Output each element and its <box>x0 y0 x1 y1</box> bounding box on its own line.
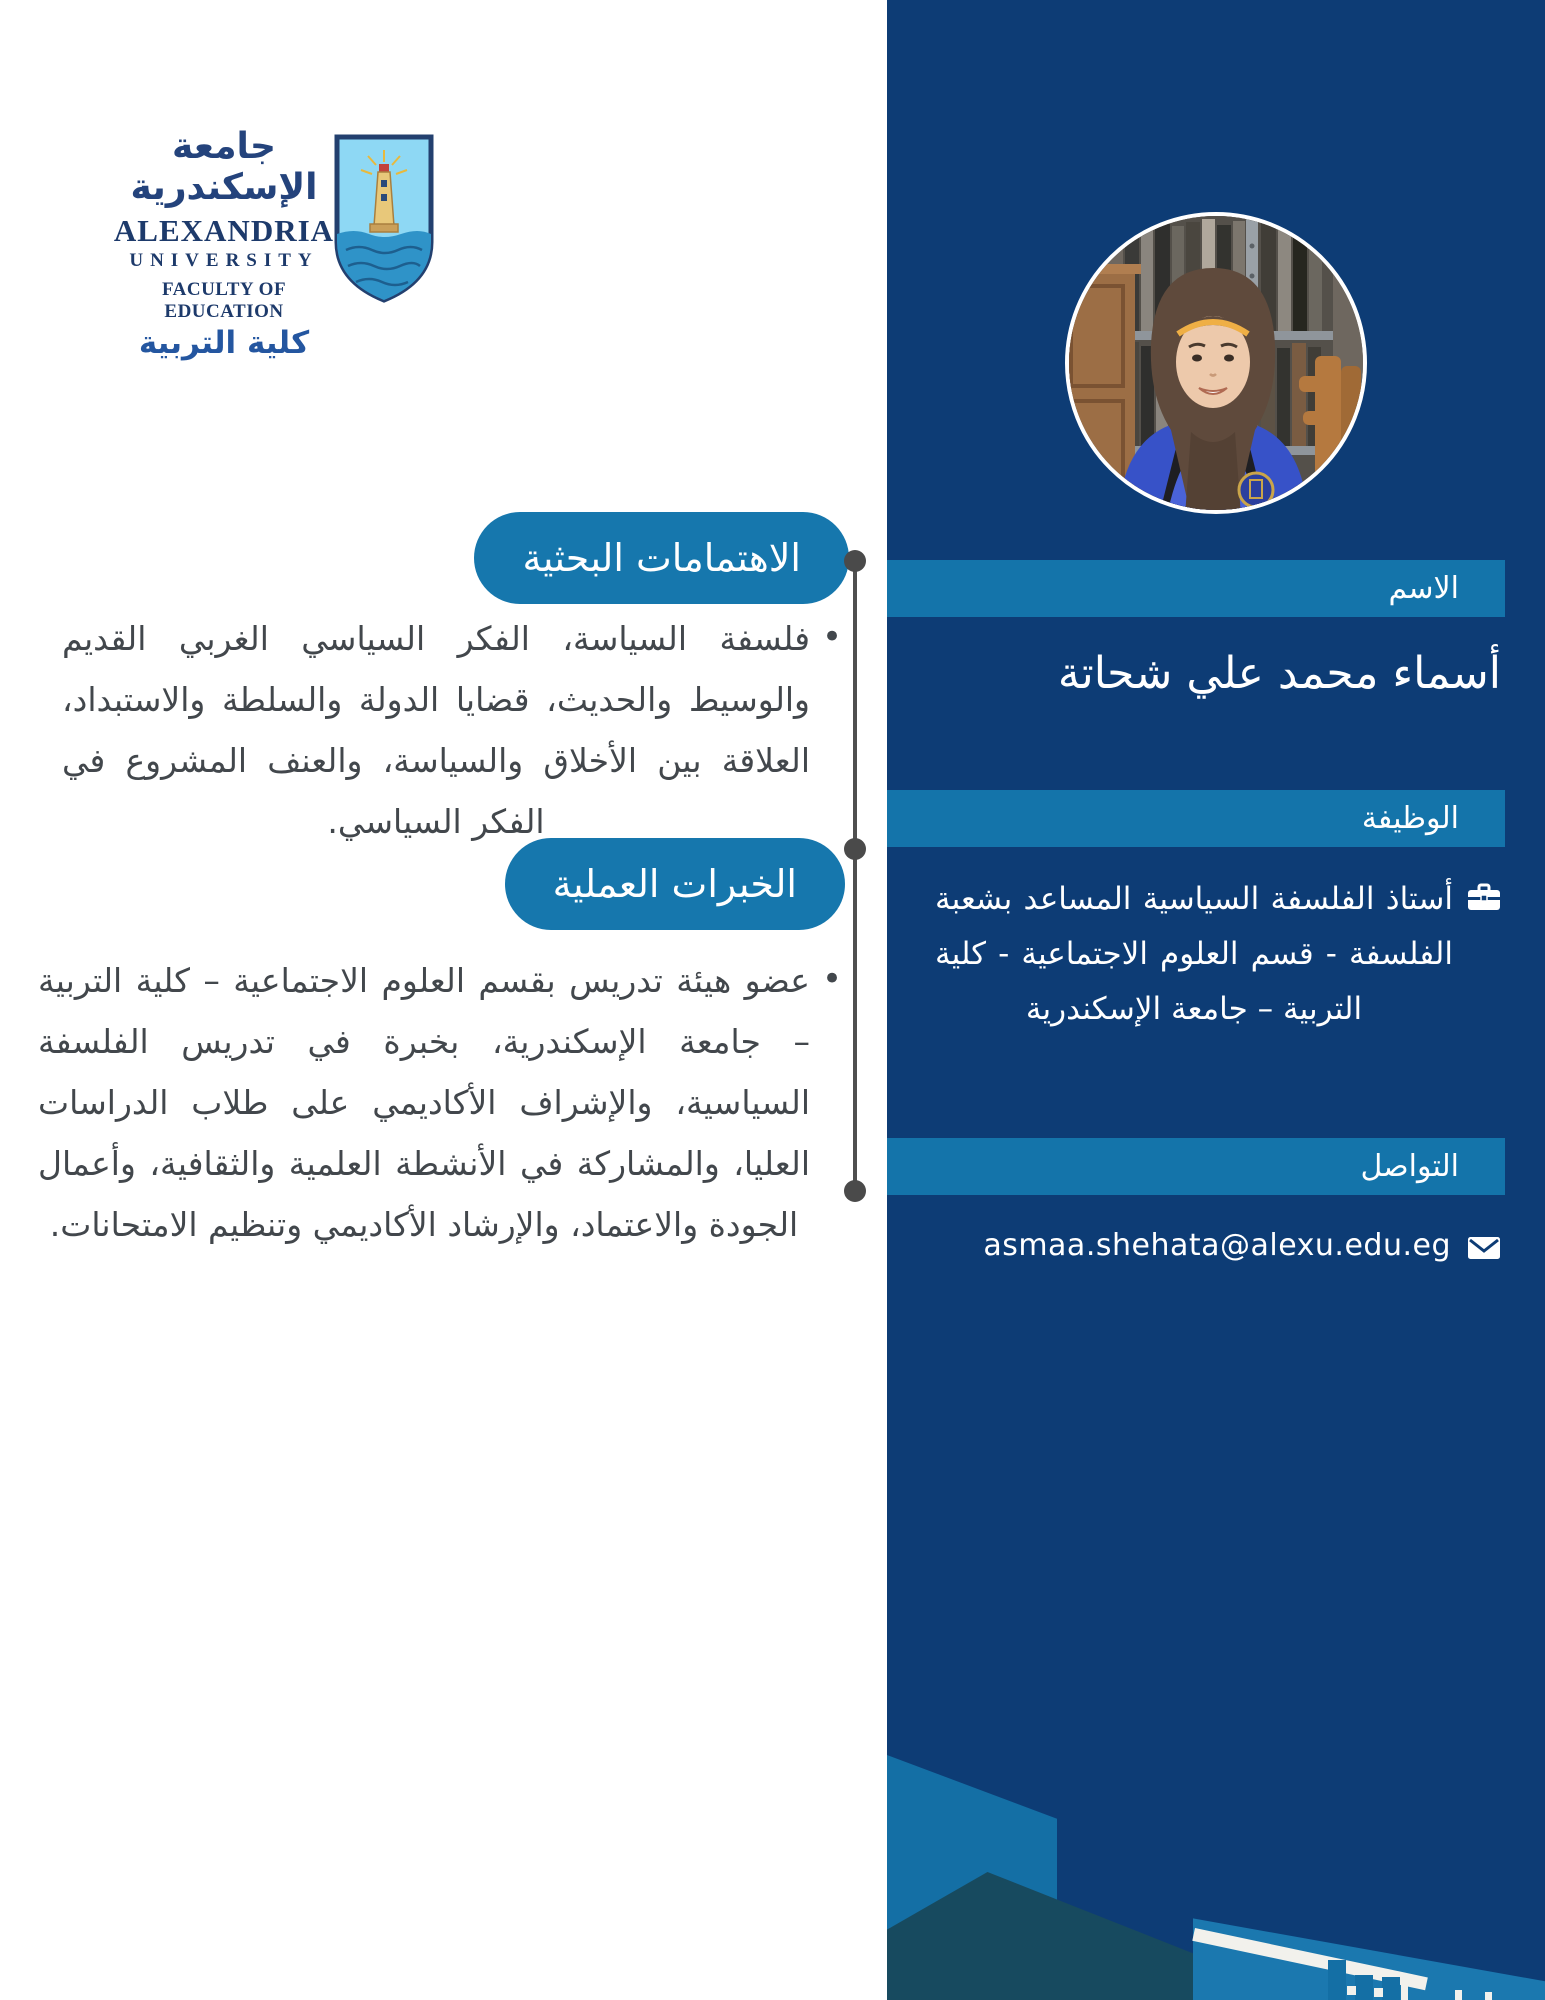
profile-photo-illustration <box>1065 216 1363 514</box>
decorative-white-bar <box>1455 1990 1462 2000</box>
faculty-name-arabic: كلية التربية <box>138 324 310 361</box>
university-name-arabic: جامعة الإسكندرية <box>130 126 318 209</box>
timeline-line <box>853 556 857 1196</box>
university-logo <box>112 126 336 361</box>
research-interests-body: فلسفة السياسة، الفكر السياسي الغربي القديم والوسيط والحديث، قضايا الدولة والسلطة والاستبداد، العلاقة بين الأخلاق والسياسة، والعنف المشروع في الفكر السياسي. <box>62 619 810 842</box>
practical-experience-body: عضو هيئة تدريس بقسم العلوم الاجتماعية – كلية التربية – جامعة الإسكندرية، بخبرة في تدريس الفلسفة السياسية، والإشراف الأكاديمي على طلاب الدراسات العليا، والمشاركة في الأنشطة العلمية والثقافية، وأعمال الجودة والاعتماد، والإرشاد الأكاديمي وتنظيم الامتحانات. <box>38 961 810 1245</box>
decorative-square <box>1347 1986 1356 1995</box>
decorative-square <box>1374 1988 1383 1997</box>
briefcase-icon <box>1467 882 1501 912</box>
section-title-research-interests: الاهتمامات البحثية <box>474 512 849 604</box>
faculty-name-en: FACULTY OF EDUCATION <box>161 278 287 322</box>
decorative-white-bar <box>1401 1983 1408 2000</box>
job-row <box>935 872 1501 1038</box>
sidebar <box>887 0 1545 2000</box>
job-section-header: الوظيفة <box>887 790 1505 847</box>
decorative-white-bar <box>1485 1992 1492 2000</box>
bullet-marker: • <box>821 617 842 657</box>
timeline-dot <box>844 838 866 860</box>
profile-photo <box>1065 212 1367 514</box>
university-word-en: UNIVERSITY <box>129 249 319 271</box>
university-shield-icon <box>334 134 434 304</box>
decorative-bar <box>1355 1975 1373 2000</box>
decorative-bar <box>1328 1960 1346 2000</box>
bullet-marker: • <box>821 959 842 999</box>
practical-experience-text <box>38 950 842 1255</box>
timeline-dot <box>844 1180 866 1202</box>
email-row <box>983 1228 1501 1263</box>
research-interests-text <box>62 608 842 852</box>
job-title: أستاذ الفلسفة السياسية المساعد بشعبة الفلسفة - قسم العلوم الاجتماعية - كلية التربية – جامعة الإسكندرية <box>935 881 1453 1028</box>
envelope-icon <box>1467 1236 1501 1260</box>
email-address[interactable]: asmaa.shehata@alexu.edu.eg <box>983 1228 1451 1263</box>
timeline-dot <box>844 550 866 572</box>
contact-section-header: التواصل <box>887 1138 1505 1195</box>
section-title-practical-experience: الخبرات العملية <box>505 838 845 930</box>
person-name: أسماء محمد علي شحاتة <box>1057 648 1501 699</box>
name-section-header: الاسم <box>887 560 1505 617</box>
decorative-bar <box>1382 1977 1400 2000</box>
university-name-en: ALEXANDRIA <box>113 212 335 248</box>
